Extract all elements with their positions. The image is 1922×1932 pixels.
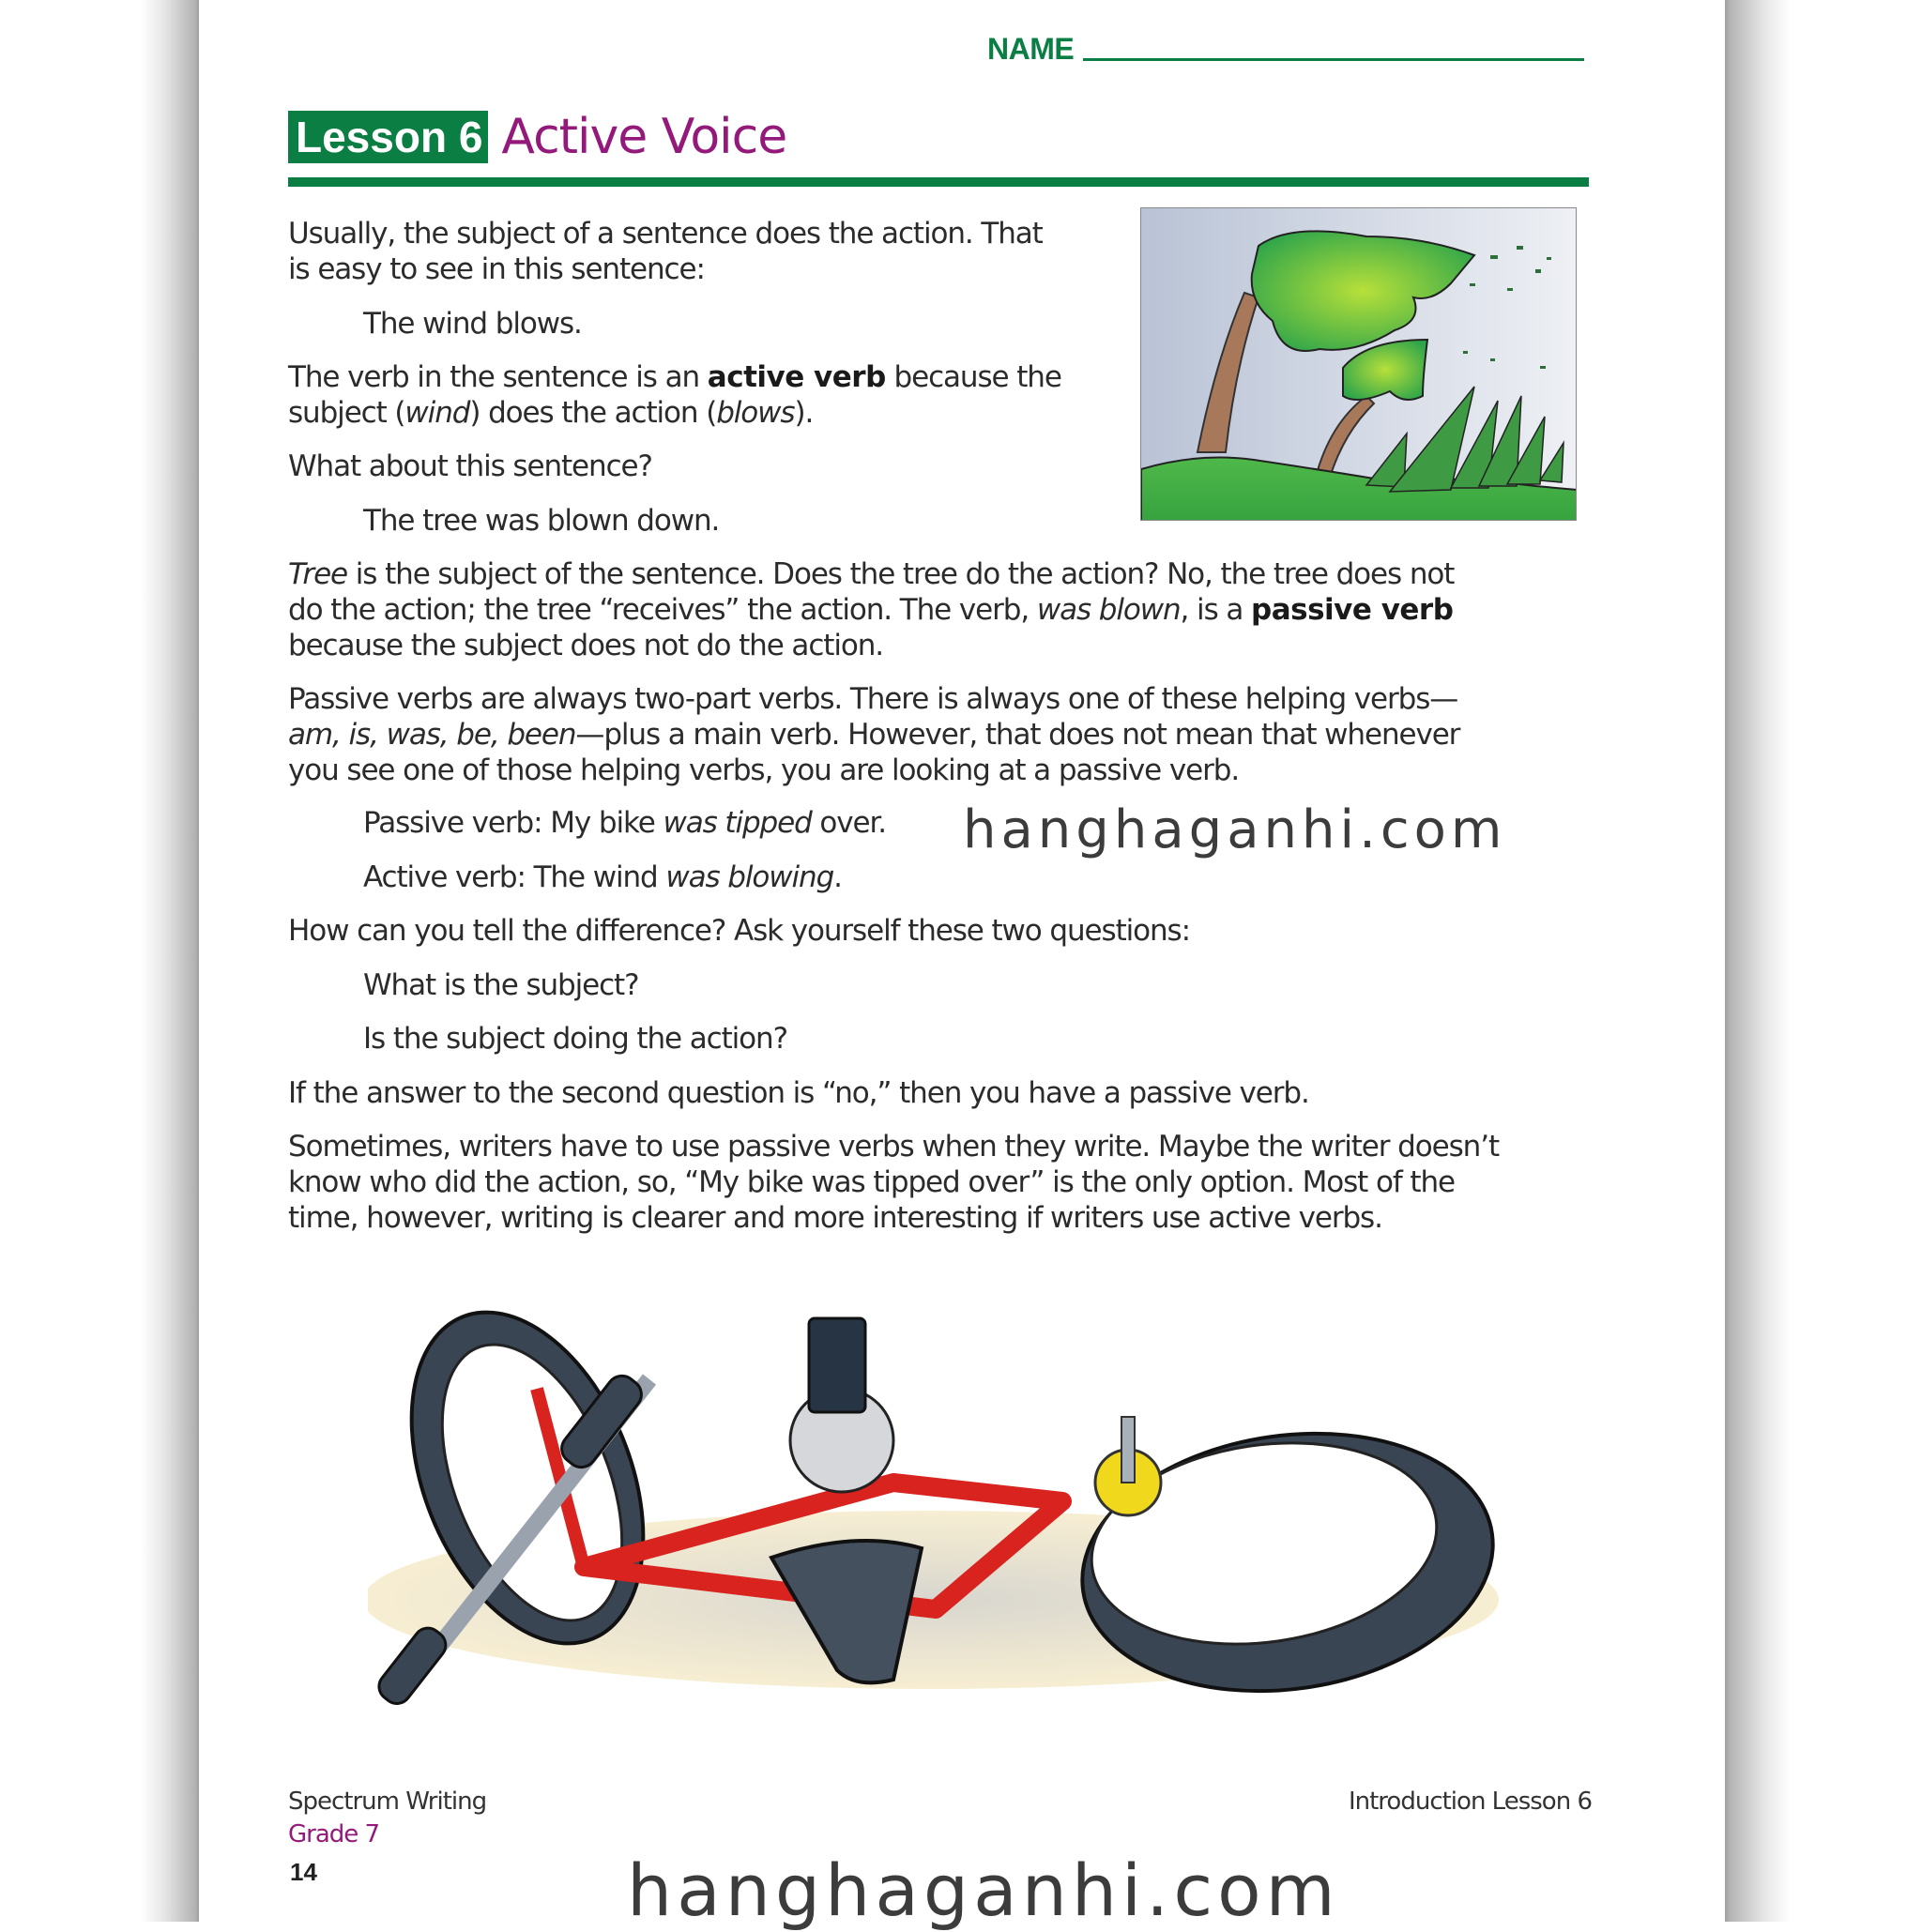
title-rule	[288, 177, 1589, 187]
paragraph-3: What about this sentence?	[288, 449, 652, 483]
text-span: The verb in the sentence is an	[288, 360, 708, 394]
paragraph-4-line-2	[288, 592, 1453, 628]
paragraph-8-line-2: know who did the action, so, “My bike was tipped over” is the only option. Most of the	[288, 1165, 1455, 1199]
page-shadow-left	[141, 0, 199, 1922]
footer-grade: Grade 7	[288, 1820, 380, 1848]
text-span: subject (	[288, 396, 405, 430]
watermark-middle: hanghaganhi.com	[963, 799, 1507, 860]
text-span: , is a	[1180, 593, 1252, 627]
footer-series: Spectrum Writing	[288, 1787, 487, 1816]
text-span: over.	[811, 806, 887, 840]
paragraph-2-line-1	[288, 359, 1061, 395]
term-active-verb: active verb	[707, 360, 886, 394]
windblown-trees-illustration	[1140, 207, 1577, 521]
paragraph-1-line-1: Usually, the subject of a sentence does the action. That	[288, 217, 1043, 251]
example-sentence-1: The wind blows.	[363, 307, 582, 341]
example-sentence-2: The tree was blown down.	[363, 504, 720, 538]
paragraph-7: If the answer to the second question is “no,” then you have a passive verb.	[288, 1076, 1309, 1110]
footer-section: Introduction Lesson 6	[1348, 1787, 1592, 1816]
lesson-heading	[288, 111, 786, 163]
paragraph-1-line-2: is easy to see in this sentence:	[288, 252, 705, 286]
page-shadow-right	[1725, 0, 1791, 1922]
name-label: NAME	[987, 32, 1075, 66]
lesson-title: Active Voice	[501, 109, 787, 165]
example-active	[363, 860, 842, 895]
italic-span: was blowing	[665, 860, 834, 894]
paragraph-5-line-2	[288, 717, 1459, 753]
paragraph-8-line-3: time, however, writing is clearer and more interesting if writers use active verbs.	[288, 1201, 1382, 1235]
term-passive-verb: passive verb	[1251, 593, 1454, 627]
bike-svg	[368, 1285, 1532, 1708]
paragraph-4-line-3: because the subject does not do the action.	[288, 629, 884, 662]
italic-span: was blown	[1036, 593, 1181, 627]
paragraph-5-line-1: Passive verbs are always two-part verbs. There is always one of these helping verbs—	[288, 682, 1458, 716]
tree-svg	[1141, 208, 1577, 521]
name-field	[987, 32, 1584, 66]
worksheet-page	[199, 0, 1725, 1922]
text-span: ) does the action (	[469, 396, 717, 430]
paragraph-2-line-2	[288, 395, 813, 431]
text-span: Passive verb: My bike	[363, 806, 664, 840]
text-span: is the subject of the sentence. Does the tree do the action? No, the tree does not	[347, 557, 1455, 591]
name-line[interactable]	[1083, 58, 1584, 61]
italic-span: am, is, was, be, been	[288, 718, 576, 752]
italic-span: Tree	[288, 557, 348, 591]
text-span: .	[833, 860, 842, 894]
italic-span: blows	[716, 396, 795, 430]
text-span: ).	[794, 396, 814, 430]
watermark-bottom: hanghaganhi.com	[627, 1848, 1340, 1932]
text-span: Active verb: The wind	[363, 860, 666, 894]
paragraph-8-line-1: Sometimes, writers have to use passive verbs when they write. Maybe the writer doesn’t	[288, 1130, 1500, 1164]
question-2: Is the subject doing the action?	[363, 1022, 787, 1056]
paragraph-6: How can you tell the difference? Ask yourself these two questions:	[288, 914, 1190, 948]
question-1: What is the subject?	[363, 968, 639, 1002]
example-passive	[363, 805, 886, 841]
tipped-over-bicycle-illustration	[368, 1285, 1532, 1708]
italic-span: wind	[404, 396, 470, 430]
text-span: because the	[885, 360, 1061, 394]
lesson-badge: Lesson 6	[288, 111, 488, 163]
text-span: —plus a main verb. However, that does not mean that whenever	[575, 718, 1460, 752]
paragraph-5-line-3: you see one of those helping verbs, you are looking at a passive verb.	[288, 753, 1240, 787]
text-span: do the action; the tree “receives” the action. The verb,	[288, 593, 1037, 627]
italic-span: was tipped	[663, 806, 812, 840]
page-number: 14	[290, 1858, 317, 1886]
paragraph-4-line-1	[288, 556, 1454, 592]
